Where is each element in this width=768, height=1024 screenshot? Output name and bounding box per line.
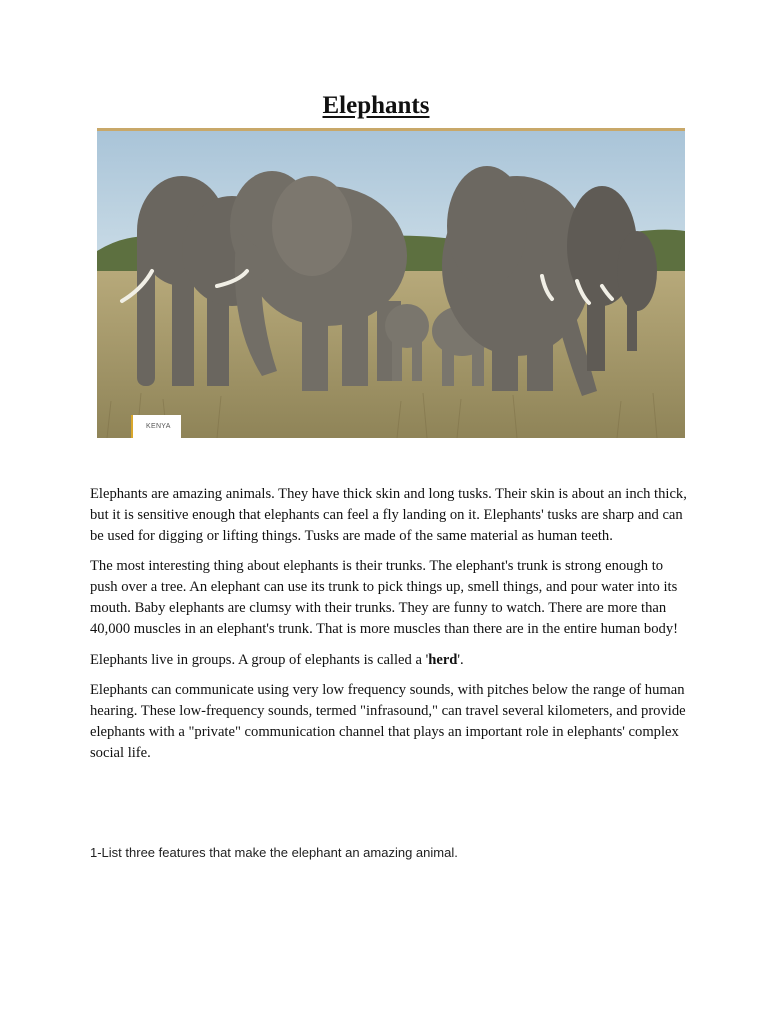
herd-term: herd bbox=[428, 651, 458, 668]
photo-caption: KENYA bbox=[131, 415, 181, 438]
paragraph-trunks: The most interesting thing about elephants is their trunks. The elephant's trunk is strong enough to push over a tree. An elephant can use its trunk to pick things up, smell things, and pour water into its mouth. Baby elephants are clumsy with their trunks. They are funny to watch. There are more than 40,000 muscles in an elephant's trunk. That is more muscles than there are in the entire human body! bbox=[90, 558, 678, 637]
herd-text-before: Elephants live in groups. A group of elephants is called a ' bbox=[90, 651, 429, 668]
article-body bbox=[90, 484, 690, 774]
elephant-herd-photo bbox=[97, 128, 685, 438]
paragraph-infrasound: Elephants can communicate using very low frequency sounds, with pitches below the range of human hearing. These low-frequency sounds, termed "infrasound," can travel several kilometers, and provide elephants with a "private" communication channel that plays an important role in elephants' complex social life. bbox=[90, 682, 686, 761]
paragraph-herd bbox=[90, 650, 690, 671]
paragraph-skin-tusks: Elephants are amazing animals. They have thick skin and long tusks. Their skin is about an inch thick, but it is sensitive enough that elephants can feel a fly landing on it. Elephants' tusks are sharp and can be used for digging or lifting things. Tusks are made of the same material as human teeth. bbox=[90, 486, 687, 544]
page-title: Elephants bbox=[322, 92, 430, 119]
question-1: 1-List three features that make the elephant an amazing animal. bbox=[90, 845, 458, 860]
herd-text-after: '. bbox=[457, 651, 464, 668]
elephant-center-left bbox=[230, 171, 407, 391]
